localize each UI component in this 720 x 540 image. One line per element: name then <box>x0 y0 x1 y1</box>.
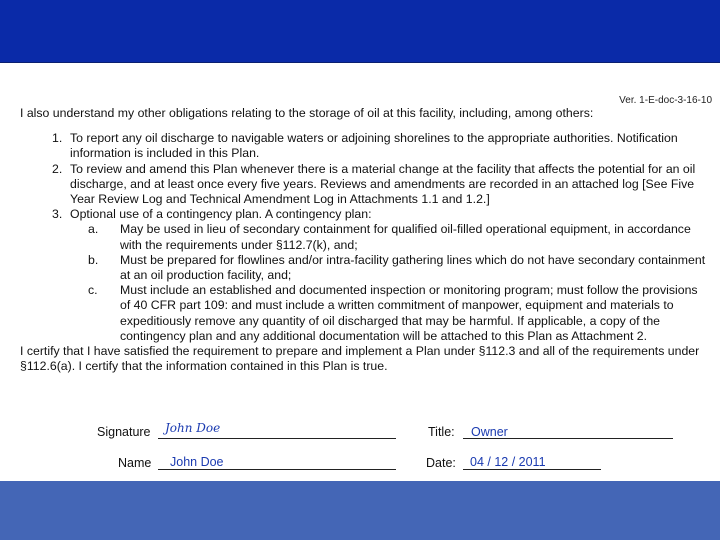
list-item-text: Optional use of a contingency plan. A contingency plan: <box>70 207 372 222</box>
obligations-list <box>20 131 710 344</box>
name-label: Name <box>118 456 152 470</box>
name-value: John Doe <box>170 455 224 469</box>
date-value: 04 / 12 / 2011 <box>470 455 546 469</box>
sublist-item-text: Must be prepared for flowlines and/or intra-facility gathering lines which do not have secondary containment at an oil production facility, and; <box>120 252 706 283</box>
list-item-number: 2. <box>52 161 63 176</box>
signature-value: John Doe <box>165 421 221 435</box>
list-item-text: To review and amend this Plan whenever there is a material change at the facility that affects the potential for an oil discharge, and at least once every five years. Reviews and amendments are recorded in an attached log [See Five Year Review Log and Technical Amendment Log in Attachments 1.1 and 1.2.] <box>70 161 696 207</box>
header-band <box>0 0 720 63</box>
signature-block <box>0 420 720 475</box>
sublist-item-text: May be used in lieu of secondary containment for qualified oil-filled operational equipment, in accordance with the requirements under §112.7(k), and; <box>120 222 691 252</box>
sublist-item-text: Must include an established and documented inspection or monitoring program; must follow the provisions of 40 CFR part 109: and must include a written commitment of manpower, equipment and materials to expeditiously remove any quantity of oil discharged that may be harmful. If applicable, a copy of the contingency plan and any additional documentation will be attached to this Plan as Attachment 2. <box>120 283 698 343</box>
list-item-number: 1. <box>52 131 63 146</box>
title-value: Owner <box>471 425 508 439</box>
footer-band <box>0 481 720 540</box>
list-item <box>20 131 710 161</box>
document-body <box>20 106 710 374</box>
list-item <box>20 162 710 208</box>
contingency-sublist <box>70 222 710 344</box>
certification-paragraph: I certify that I have satisfied the requirement to prepare and implement a Plan under §112.3 and all of the requirements under §112.6(a). I certify that the information contained in this Plan is true. <box>20 344 700 374</box>
list-item-text: To report any oil discharge to navigable waters or adjoining shorelines to the appropriate authorities. Notification information is included in this Plan. <box>70 131 678 161</box>
sublist-item <box>70 283 710 344</box>
sublist-item-letter: b. <box>88 252 99 267</box>
sublist-item-letter: a. <box>88 222 99 237</box>
version-label: Ver. 1-E-doc-3-16-10 <box>619 95 712 106</box>
list-item <box>20 207 710 344</box>
sublist-item-letter: c. <box>88 283 98 298</box>
title-label: Title: <box>428 425 455 439</box>
date-label: Date: <box>426 456 456 470</box>
list-item-number: 3. <box>52 207 63 222</box>
sublist-item <box>70 222 710 252</box>
signature-label: Signature <box>97 425 151 439</box>
intro-paragraph: I also understand my other obligations relating to the storage of oil at this facility, including, among others: <box>20 106 594 120</box>
sublist-item <box>70 253 710 283</box>
